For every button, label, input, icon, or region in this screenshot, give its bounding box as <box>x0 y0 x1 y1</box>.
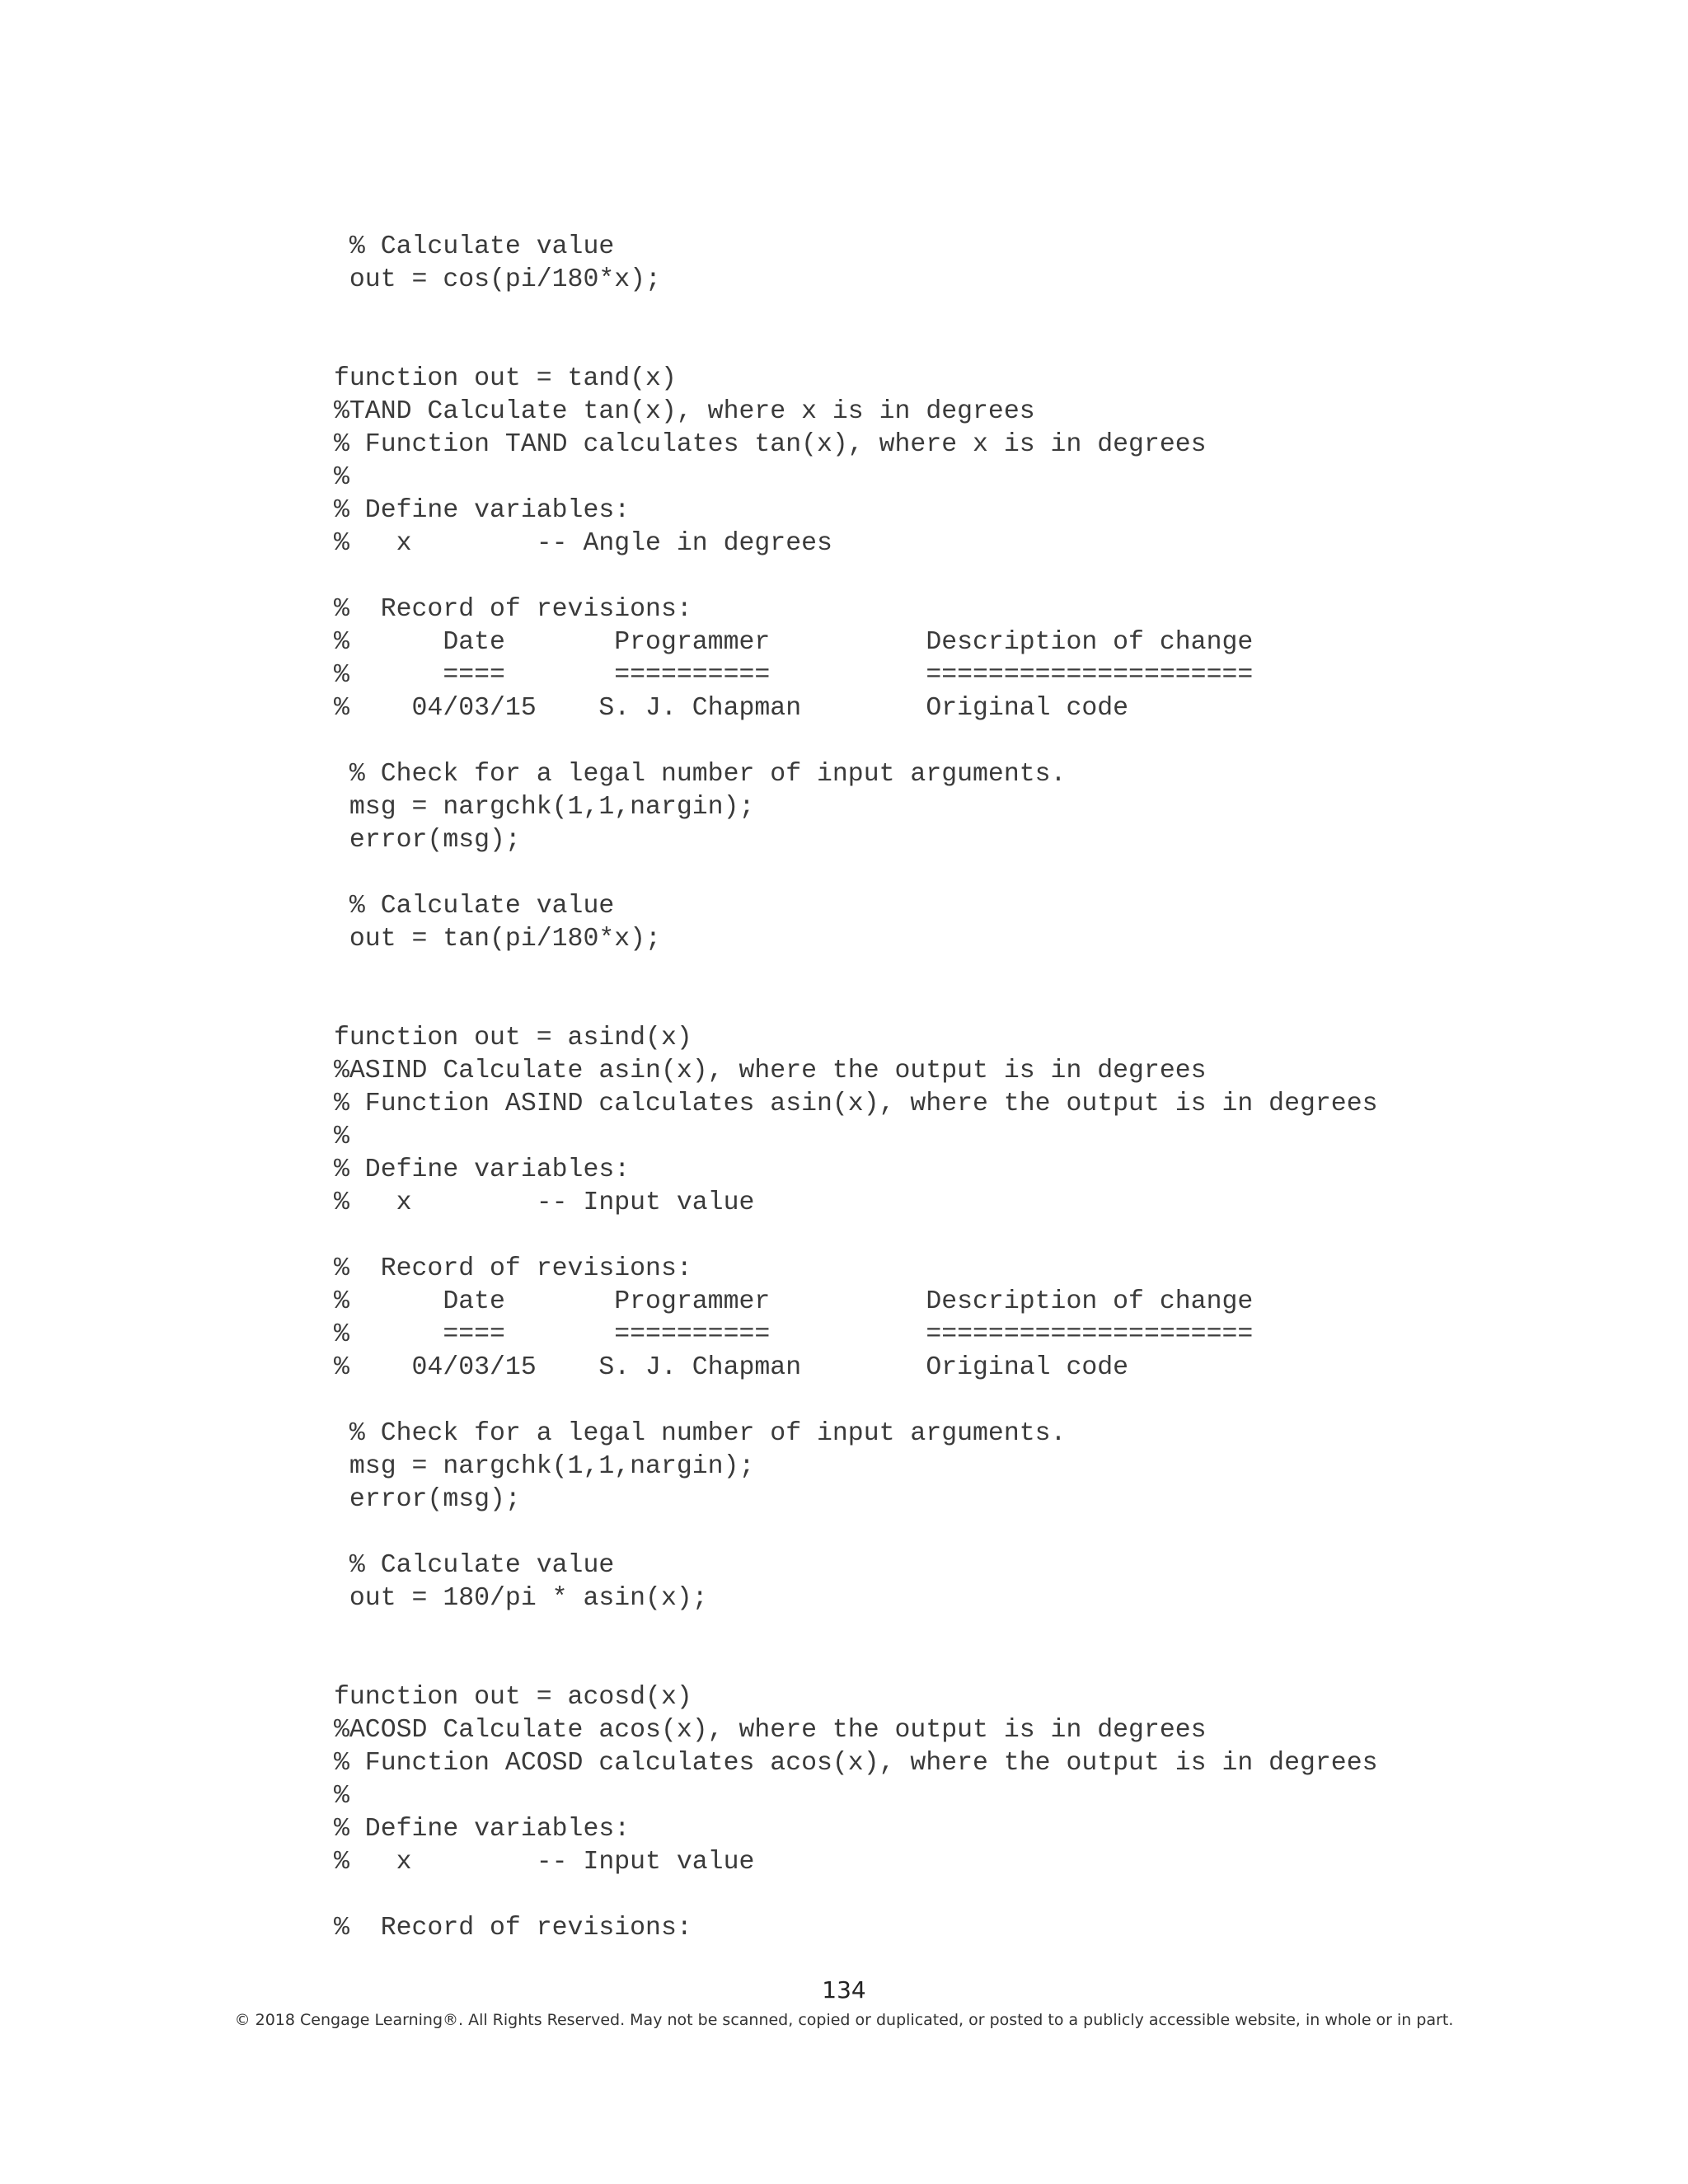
code-line: % Function ACOSD calculates acos(x), where the output is in degrees <box>334 1749 1378 1778</box>
code-line: % <box>334 463 349 492</box>
code-line: % Function TAND calculates tan(x), where x is in degrees <box>334 430 1207 459</box>
code-line <box>334 956 1653 989</box>
code-line: % Function ASIND calculates asin(x), where the output is in degrees <box>334 1090 1378 1118</box>
code-line: % Define variables: <box>334 1155 631 1184</box>
code-line: out = 180/pi * asin(x); <box>334 1584 708 1613</box>
code-line: function out = acosd(x) <box>334 1683 692 1712</box>
code-line <box>334 725 1653 758</box>
code-line: % x -- Input value <box>334 1848 755 1877</box>
code-line: % Check for a legal number of input arguments. <box>334 760 1067 789</box>
code-line: function out = asind(x) <box>334 1024 692 1052</box>
code-line: %ACOSD Calculate acos(x), where the output is in degrees <box>334 1716 1207 1745</box>
code-line: % Define variables: <box>334 496 631 525</box>
code-line <box>334 297 1653 330</box>
code-line: % Record of revisions: <box>334 595 692 624</box>
code-line: % <box>334 1122 349 1151</box>
code-line: % Calculate value <box>334 892 615 921</box>
code-line <box>334 1879 1653 1912</box>
code-listing <box>334 231 1653 1945</box>
code-line <box>334 1385 1653 1418</box>
code-line: % x -- Angle in degrees <box>334 529 832 558</box>
code-line: % Date Programmer Description of change <box>334 1287 1254 1316</box>
code-line: % Date Programmer Description of change <box>334 628 1254 657</box>
page-number: 134 <box>822 1976 866 2004</box>
code-line: out = tan(pi/180*x); <box>334 925 661 954</box>
code-line: msg = nargchk(1,1,nargin); <box>334 793 755 822</box>
code-line: %TAND Calculate tan(x), where x is in degrees <box>334 397 1035 426</box>
code-line: % Record of revisions: <box>334 1254 692 1283</box>
code-line: error(msg); <box>334 1485 521 1514</box>
code-line: % Check for a legal number of input arguments. <box>334 1419 1067 1448</box>
code-line: % x -- Input value <box>334 1188 755 1217</box>
code-line <box>334 560 1653 593</box>
code-line: % Define variables: <box>334 1815 631 1844</box>
code-line <box>334 1615 1653 1648</box>
code-line <box>334 989 1653 1022</box>
code-line <box>334 1220 1653 1253</box>
code-line <box>334 1648 1653 1681</box>
code-line: % ==== ========== ===================== <box>334 661 1254 690</box>
code-line: msg = nargchk(1,1,nargin); <box>334 1452 755 1481</box>
code-line: % Calculate value <box>334 232 615 261</box>
code-line: %ASIND Calculate asin(x), where the output is in degrees <box>334 1057 1207 1085</box>
code-line: % Calculate value <box>334 1551 615 1580</box>
code-line: out = cos(pi/180*x); <box>334 265 661 294</box>
code-line: error(msg); <box>334 826 521 855</box>
code-line: % <box>334 1782 349 1811</box>
code-line: function out = tand(x) <box>334 364 677 393</box>
code-line: % Record of revisions: <box>334 1914 692 1943</box>
code-line <box>334 330 1653 363</box>
copyright-footer: © 2018 Cengage Learning®. All Rights Reserved. May not be scanned, copied or duplicated, or posted to a publicly accessible website, in whole or in part. <box>234 2011 1454 2029</box>
code-line: % 04/03/15 S. J. Chapman Original code <box>334 1353 1129 1382</box>
code-line <box>334 857 1653 890</box>
code-line: % ==== ========== ===================== <box>334 1320 1254 1349</box>
code-line: % 04/03/15 S. J. Chapman Original code <box>334 694 1129 723</box>
code-line <box>334 1516 1653 1549</box>
